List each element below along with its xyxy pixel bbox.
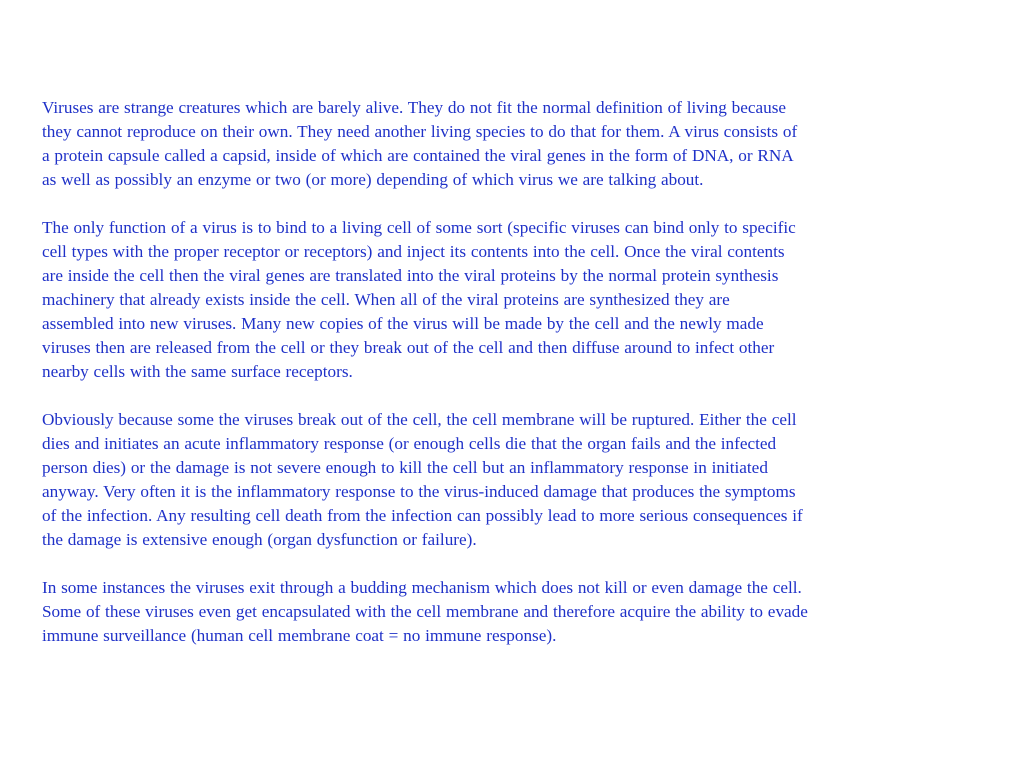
paragraph-budding-mechanism bbox=[42, 576, 987, 648]
text-line: dies and initiates an acute inflammatory response (or enough cells die that the organ fails and the infected bbox=[42, 434, 777, 453]
text-line: anyway. Very often it is the inflammatory response to the virus-induced damage that produces the symptoms bbox=[42, 482, 796, 501]
text-line: machinery that already exists inside the cell. When all of the viral proteins are synthesized they are bbox=[42, 290, 730, 309]
paragraph-virus-definition bbox=[42, 96, 987, 192]
text-line: cell types with the proper receptor or receptors) and inject its contents into the cell. Once the viral contents bbox=[42, 242, 785, 261]
text-line: viruses then are released from the cell or they break out of the cell and then diffuse around to infect other bbox=[42, 338, 775, 357]
paragraph-virus-function bbox=[42, 216, 987, 384]
text-line: they cannot reproduce on their own. They need another living species to do that for them. A virus consists of bbox=[42, 122, 798, 141]
text-line: as well as possibly an enzyme or two (or more) depending of which virus we are talking about. bbox=[42, 170, 704, 189]
text-line: Obviously because some the viruses break out of the cell, the cell membrane will be ruptured. Either the cell bbox=[42, 410, 797, 429]
text-line: assembled into new viruses. Many new copies of the virus will be made by the cell and the newly made bbox=[42, 314, 764, 333]
text-line: person dies) or the damage is not severe enough to kill the cell but an inflammatory response in initiated bbox=[42, 458, 768, 477]
text-line: a protein capsule called a capsid, inside of which are contained the viral genes in the form of DNA, or RNA bbox=[42, 146, 794, 165]
text-line: Some of these viruses even get encapsulated with the cell membrane and therefore acquire the ability to evade bbox=[42, 602, 808, 621]
text-line: of the infection. Any resulting cell death from the infection can possibly lead to more serious consequences if bbox=[42, 506, 803, 525]
text-line: In some instances the viruses exit through a budding mechanism which does not kill or even damage the cell. bbox=[42, 578, 802, 597]
text-line: the damage is extensive enough (organ dysfunction or failure). bbox=[42, 530, 477, 549]
paragraph-cell-damage bbox=[42, 408, 987, 552]
slide-text-body bbox=[42, 96, 987, 672]
text-line: nearby cells with the same surface receptors. bbox=[42, 362, 353, 381]
text-line: Viruses are strange creatures which are barely alive. They do not fit the normal definition of living because bbox=[42, 98, 787, 117]
text-line: The only function of a virus is to bind to a living cell of some sort (specific viruses can bind only to specific bbox=[42, 218, 796, 237]
text-line: immune surveillance (human cell membrane coat = no immune response). bbox=[42, 626, 557, 645]
text-line: are inside the cell then the viral genes are translated into the viral proteins by the normal protein synthesis bbox=[42, 266, 779, 285]
